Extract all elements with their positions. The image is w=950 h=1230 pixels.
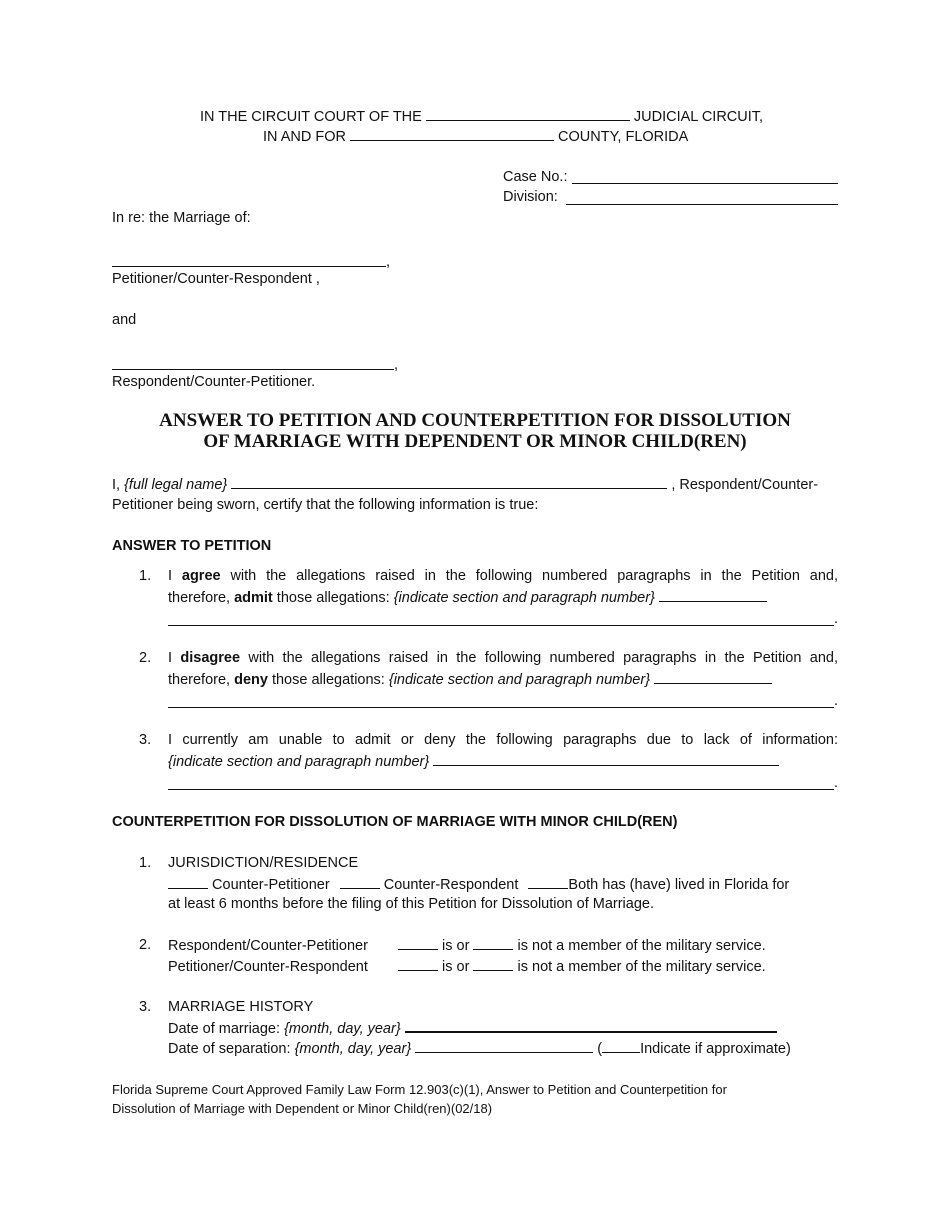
- military-row-2-not-check[interactable]: [473, 956, 513, 971]
- answer-item-1-hint: {indicate section and paragraph number}: [393, 590, 655, 606]
- petitioner-name-field[interactable]: [112, 266, 386, 267]
- option-counter-respondent: Counter-Respondent: [383, 877, 519, 893]
- county-line-prefix: IN AND FOR: [263, 129, 346, 145]
- answer-item-1-agree: agree: [181, 568, 221, 584]
- military-row-2: [168, 956, 766, 977]
- petitioner-label: Petitioner/Counter-Respondent ,: [112, 271, 320, 287]
- counterpetition-heading: COUNTERPETITION FOR DISSOLUTION OF MARRIAGE WITH MINOR CHILD(REN): [112, 814, 678, 830]
- answer-item-3-line-1: I currently am unable to admit or deny the following paragraphs due to lack of information:: [168, 732, 838, 748]
- in-re-label: In re: the Marriage of:: [112, 210, 251, 226]
- answer-item-2-field-a[interactable]: [654, 669, 772, 684]
- answer-item-2-deny: deny: [234, 672, 268, 688]
- footer-line-2: Dissolution of Marriage with Dependent or Minor Child(ren)(02/18): [112, 1101, 493, 1116]
- answer-item-1-period: .: [834, 611, 839, 627]
- judicial-circuit-field[interactable]: [426, 106, 630, 121]
- answer-item-1-l2-post: those allegations:: [272, 590, 394, 606]
- counter-petitioner-check[interactable]: [168, 874, 208, 889]
- intro-line-2: Petitioner being sworn, certify that the following information is true:: [112, 497, 539, 513]
- answer-item-2-line-1: [168, 648, 838, 669]
- answer-item-3-line-2: [168, 751, 779, 772]
- military-row-1-is-or: is or: [442, 938, 470, 954]
- answer-item-2-disagree: disagree: [180, 650, 241, 666]
- date-of-marriage-field[interactable]: [405, 1017, 777, 1033]
- residence-line-3: at least 6 months before the filing of this Petition for Dissolution of Marriage.: [168, 896, 654, 912]
- date-of-marriage-row: [168, 1017, 777, 1039]
- case-no-label: Case No.:: [503, 169, 568, 185]
- answer-item-2-line-2: [168, 669, 772, 690]
- date-of-separation-label: Date of separation:: [168, 1041, 295, 1057]
- date-of-separation-row: [168, 1038, 791, 1059]
- answer-item-2-l2-post: those allegations:: [267, 672, 389, 688]
- case-no-field[interactable]: [572, 183, 838, 184]
- answer-item-3-number: 3.: [139, 732, 152, 748]
- county-field[interactable]: [350, 126, 554, 141]
- form-title-line-1: ANSWER TO PETITION AND COUNTERPETITION FOR DISSOLUTION: [159, 410, 791, 431]
- court-line: [200, 106, 763, 127]
- military-row-1: [168, 935, 766, 956]
- option-counter-petitioner: Counter-Petitioner: [212, 877, 330, 893]
- respondent-comma: ,: [394, 357, 399, 373]
- option-both: Both has (have) lived in Florida for: [568, 877, 790, 893]
- both-check[interactable]: [528, 874, 568, 889]
- military-row-2-not-member: is not a member of the military service.: [517, 959, 766, 975]
- court-line-prefix: IN THE CIRCUIT COURT OF THE: [200, 109, 422, 125]
- answer-item-3-field-a[interactable]: [433, 751, 779, 766]
- military-row-1-not-member: is not a member of the military service.: [517, 938, 766, 954]
- residence-options-row: [168, 874, 838, 895]
- answer-item-1-line-2: [168, 587, 767, 608]
- military-row-1-party: Respondent/Counter-Petitioner: [168, 938, 368, 954]
- answer-item-2-pre: I: [168, 650, 181, 666]
- answer-item-1-l2-pre: therefore,: [168, 590, 235, 606]
- date-of-separation-field[interactable]: [415, 1038, 593, 1053]
- answer-item-2-post: with the allegations raised in the following numbered paragraphs in the Petition and,: [240, 650, 838, 666]
- approx-open: (: [597, 1041, 603, 1057]
- marriage-history-title: MARRIAGE HISTORY: [168, 999, 314, 1015]
- case-no-row: [503, 167, 567, 187]
- military-row-1-is-check[interactable]: [398, 935, 438, 950]
- answer-item-1-line-1: [168, 566, 838, 587]
- answer-item-3-period: .: [834, 775, 839, 791]
- full-name-field[interactable]: [231, 474, 667, 489]
- answer-item-1-post: with the allegations raised in the following numbered paragraphs in the Petition and,: [220, 568, 838, 584]
- answer-item-1-pre: I: [168, 568, 182, 584]
- answer-heading: ANSWER TO PETITION: [112, 538, 272, 554]
- division-label: Division:: [503, 189, 558, 205]
- answer-item-1-field-b[interactable]: [168, 625, 834, 626]
- full-name-hint: {full legal name}: [124, 477, 228, 493]
- petitioner-comma: ,: [386, 254, 391, 270]
- county-line: [263, 126, 688, 147]
- date-of-separation-hint: {month, day, year}: [294, 1041, 412, 1057]
- division-row: [503, 187, 558, 207]
- county-line-suffix: COUNTY, FLORIDA: [558, 129, 689, 145]
- approx-text: Indicate if approximate): [640, 1041, 791, 1057]
- military-row-2-is-or: is or: [442, 959, 470, 975]
- court-line-suffix: JUDICIAL CIRCUIT,: [633, 109, 764, 125]
- date-of-marriage-hint: {month, day, year}: [284, 1021, 401, 1037]
- answer-item-1-number: 1.: [139, 568, 152, 584]
- military-row-1-not-check[interactable]: [473, 935, 513, 950]
- military-row-2-party: Petitioner/Counter-Respondent: [168, 959, 368, 975]
- date-of-marriage-label: Date of marriage:: [168, 1021, 285, 1037]
- intro-i: I,: [112, 477, 121, 493]
- answer-item-2-field-b[interactable]: [168, 707, 834, 708]
- answer-item-3-hint: {indicate section and paragraph number}: [168, 754, 430, 770]
- answer-item-3-field-b[interactable]: [168, 789, 834, 790]
- counter-respondent-check[interactable]: [340, 874, 380, 889]
- counter-item-2-number: 2.: [139, 937, 152, 953]
- answer-item-2-period: .: [834, 693, 839, 709]
- and-label: and: [112, 312, 137, 328]
- answer-item-2-number: 2.: [139, 650, 152, 666]
- division-field[interactable]: [566, 204, 838, 205]
- form-title-line-2: OF MARRIAGE WITH DEPENDENT OR MINOR CHILD(REN): [203, 431, 747, 452]
- footer-line-1: Florida Supreme Court Approved Family Law Form 12.903(c)(1), Answer to Petition and Counterpetition for: [112, 1082, 727, 1097]
- counter-item-1-title: JURISDICTION/RESIDENCE: [168, 855, 359, 871]
- military-row-2-is-check[interactable]: [398, 956, 438, 971]
- answer-item-2-hint: {indicate section and paragraph number}: [388, 672, 651, 688]
- counter-item-1-number: 1.: [139, 855, 152, 871]
- answer-item-2-l2-pre: therefore,: [168, 672, 235, 688]
- respondent-name-field[interactable]: [112, 369, 394, 370]
- respondent-tail: , Respondent/Counter-: [671, 477, 819, 493]
- intro-line-1: [112, 474, 818, 495]
- counter-item-3-number: 3.: [139, 999, 152, 1015]
- approximate-check[interactable]: [602, 1038, 640, 1053]
- answer-item-1-field-a[interactable]: [659, 587, 767, 602]
- answer-item-1-admit: admit: [234, 590, 273, 606]
- respondent-label: Respondent/Counter-Petitioner.: [112, 374, 316, 390]
